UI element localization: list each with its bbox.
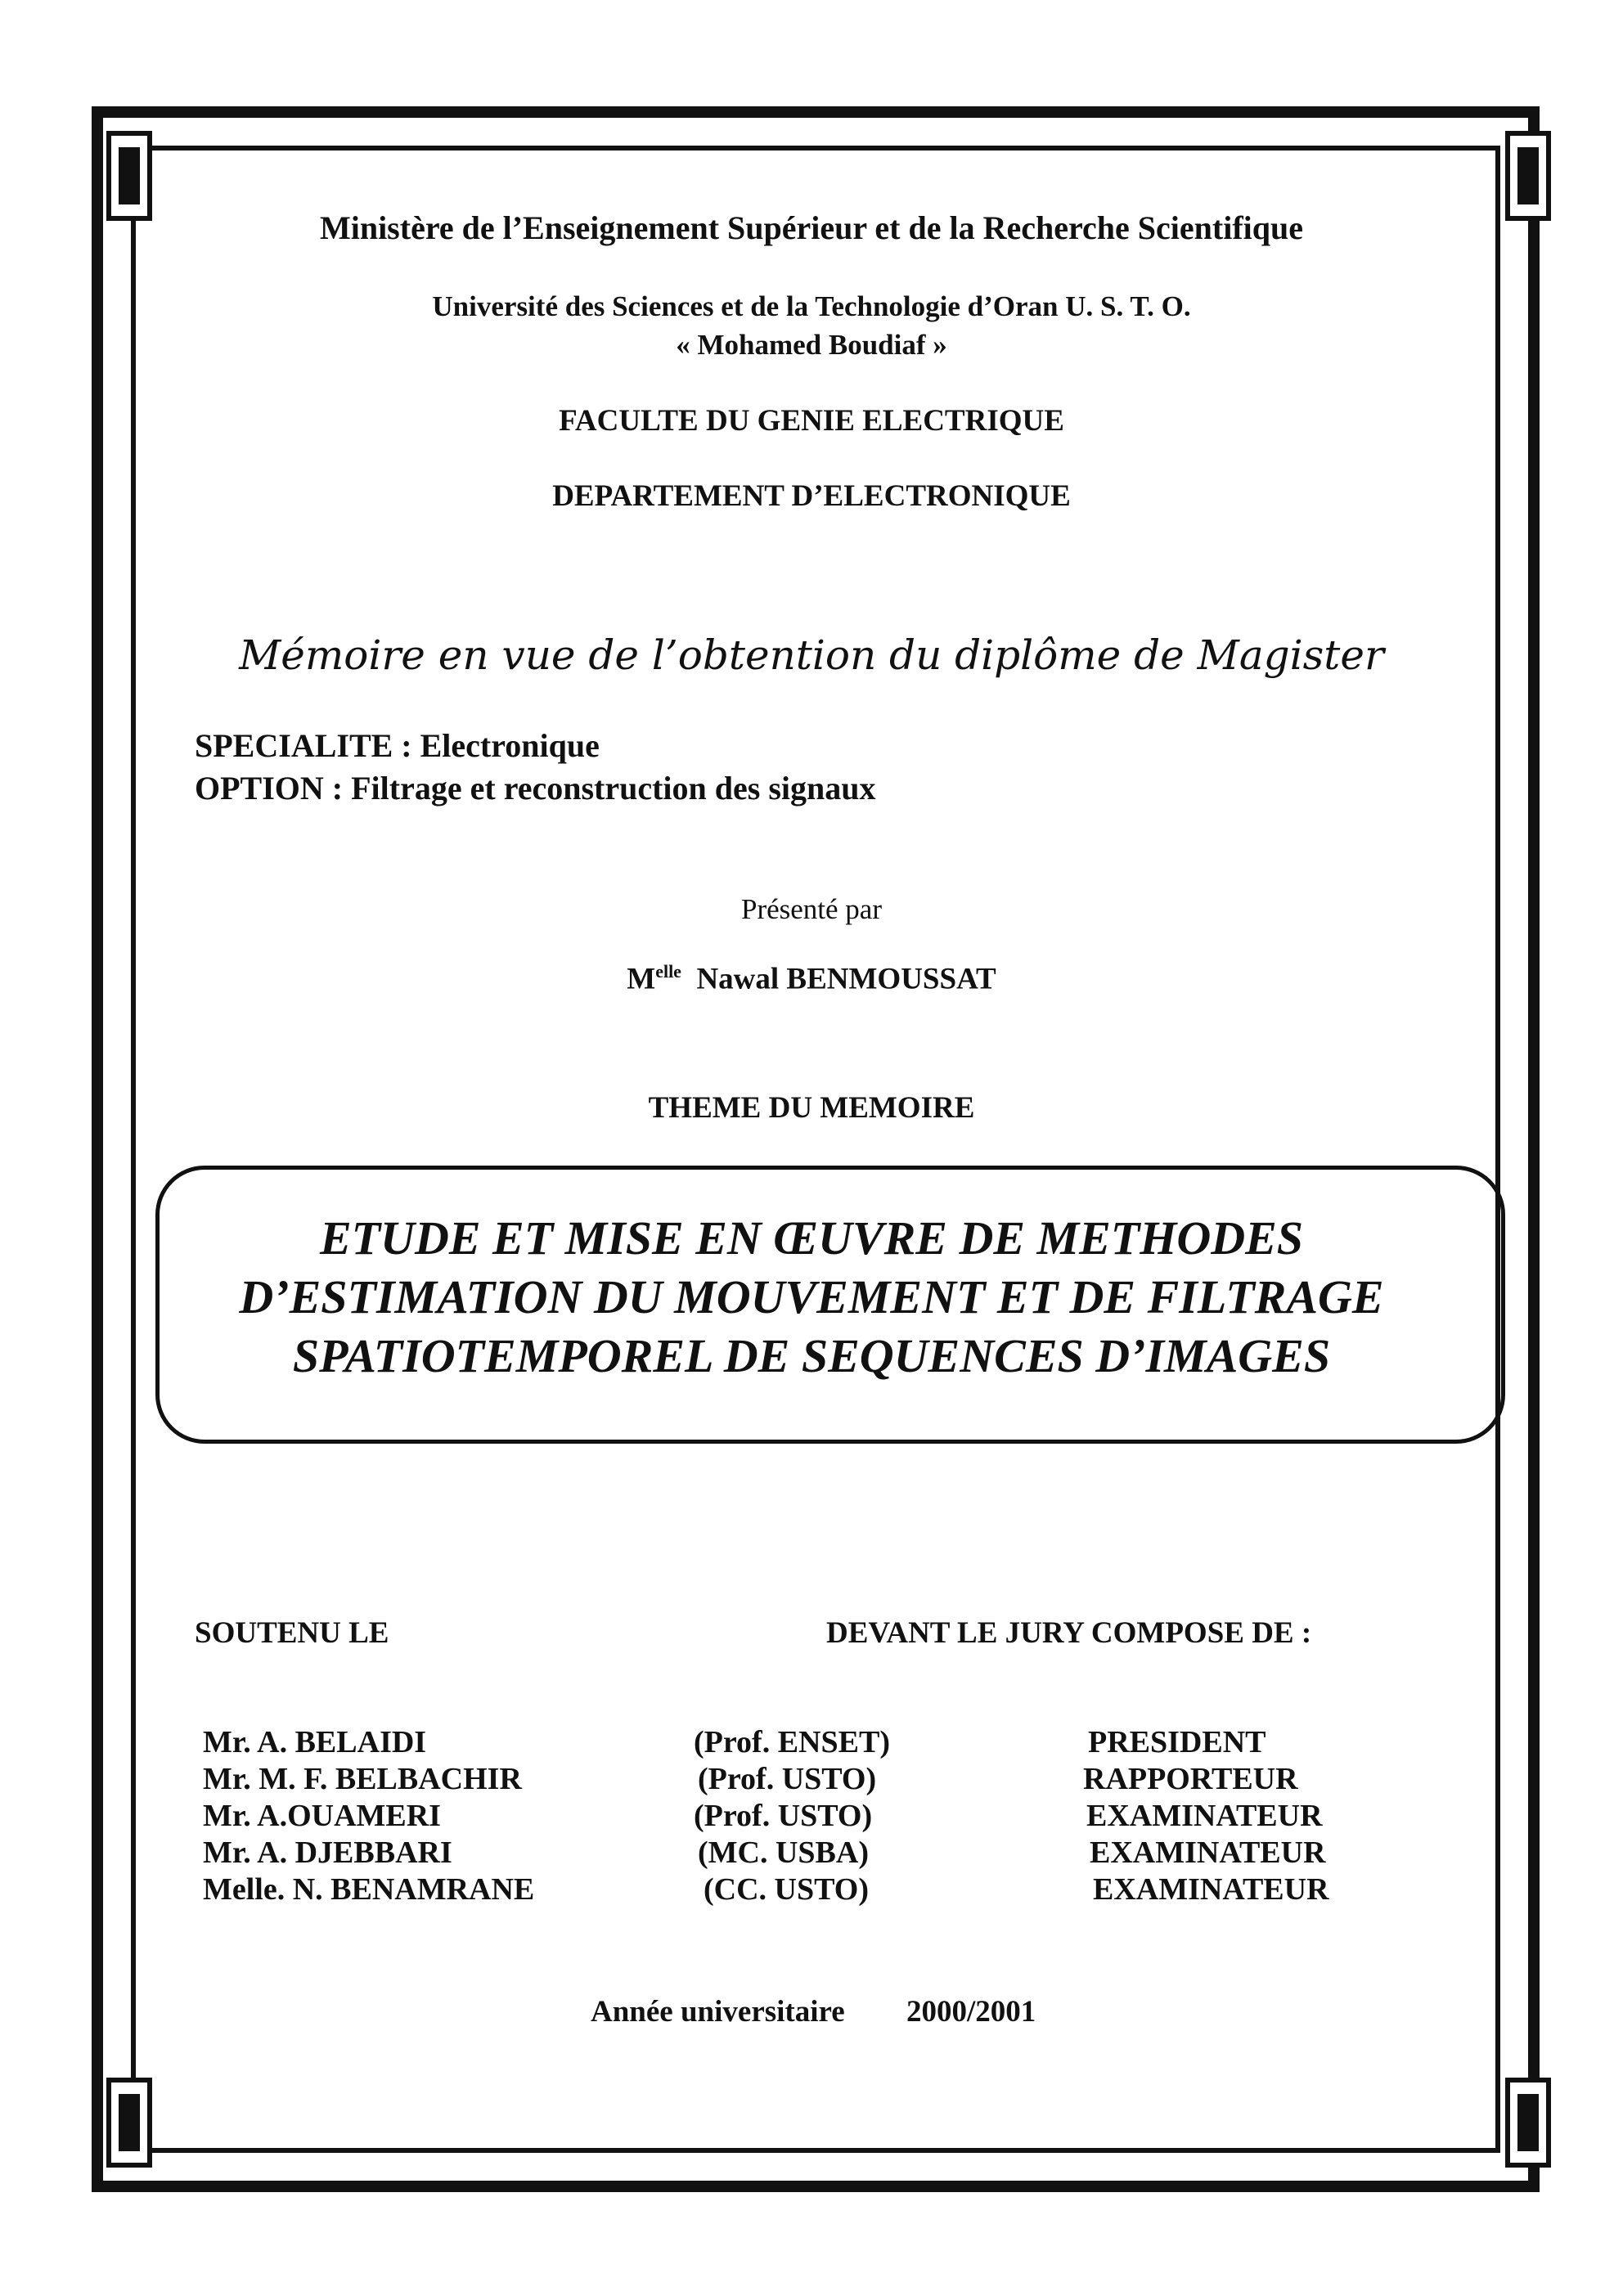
presenter-title: M [627,962,656,996]
jury-name: Mr. A.OUAMERI [203,1799,441,1833]
option-line [195,769,876,807]
jury-name: Mr. A. BELAIDI [203,1725,427,1759]
jury-row [203,1798,1389,1835]
university-name-line: « Mohamed Boudiaf » [676,329,947,361]
presenter-name-line [0,961,1623,996]
theme-title-line-3: SPATIOTEMPOREL DE SEQUENCES D’IMAGES [292,1329,1331,1382]
frame-corner-block [119,147,140,204]
jury-name: Mr. A. DJEBBARI [203,1835,452,1870]
specialite-label: SPECIALITE : [195,727,420,764]
presenter-title-sup: elle [655,961,681,982]
jury-affiliation: (Prof. USTO) [698,1762,877,1796]
jury-role: EXAMINATEUR [1086,1799,1323,1833]
jury-role: EXAMINATEUR [1090,1835,1326,1870]
jury-role: PRESIDENT [1088,1725,1266,1759]
presenter-name: Nawal BENMOUSSAT [696,962,996,996]
academic-year-value: 2000/2001 [906,1995,1036,2029]
jury-row [203,1835,1389,1872]
theme-title-line-2: D’ESTIMATION DU MOUVEMENT ET DE FILTRAGE [239,1270,1384,1323]
frame-corner-block [1517,2094,1539,2151]
option-label: OPTION : [195,770,352,807]
jury-role: RAPPORTEUR [1083,1762,1298,1796]
department-line: DEPARTEMENT D’ELECTRONIQUE [552,479,1071,513]
theme-label: THEME DU MEMOIRE [648,1091,975,1125]
frame-corner-block [1517,147,1539,204]
jury-label: DEVANT LE JURY COMPOSE DE : [826,1616,1312,1650]
jury-affiliation: (MC. USBA) [698,1835,869,1870]
jury-name: Mr. M. F. BELBACHIR [203,1762,522,1796]
specialite-value: Electronique [420,727,600,764]
jury-row [203,1761,1389,1799]
jury-role: EXAMINATEUR [1093,1872,1329,1907]
theme-title-line-1: ETUDE ET MISE EN ŒUVRE DE METHODES [319,1211,1304,1265]
jury-name: Melle. N. BENAMRANE [203,1872,535,1907]
jury-affiliation: (Prof. USTO) [694,1799,873,1833]
faculty-line: FACULTE DU GENIE ELECTRIQUE [559,404,1064,438]
academic-year-label: Année universitaire [591,1995,845,2029]
presented-by: Présenté par [740,893,882,925]
university-line: Université des Sciences et de la Technologie d’Oran U. S. T. O. [432,290,1191,322]
ministry-line: Ministère de l’Enseignement Supérieur et de la Recherche Scientifique [319,209,1304,246]
frame-corner-block [119,2094,140,2151]
specialite-line [195,726,600,765]
option-value: Filtrage et reconstruction des signaux [351,770,876,807]
soutenu-label: SOUTENU LE [195,1616,389,1650]
memoire-heading: Mémoire en vue de l’obtention du diplôme de Magister [239,631,1384,679]
jury-row [203,1871,1389,1909]
jury-row [203,1724,1389,1762]
jury-affiliation: (Prof. ENSET) [694,1725,890,1759]
jury-affiliation: (CC. USTO) [704,1872,869,1907]
